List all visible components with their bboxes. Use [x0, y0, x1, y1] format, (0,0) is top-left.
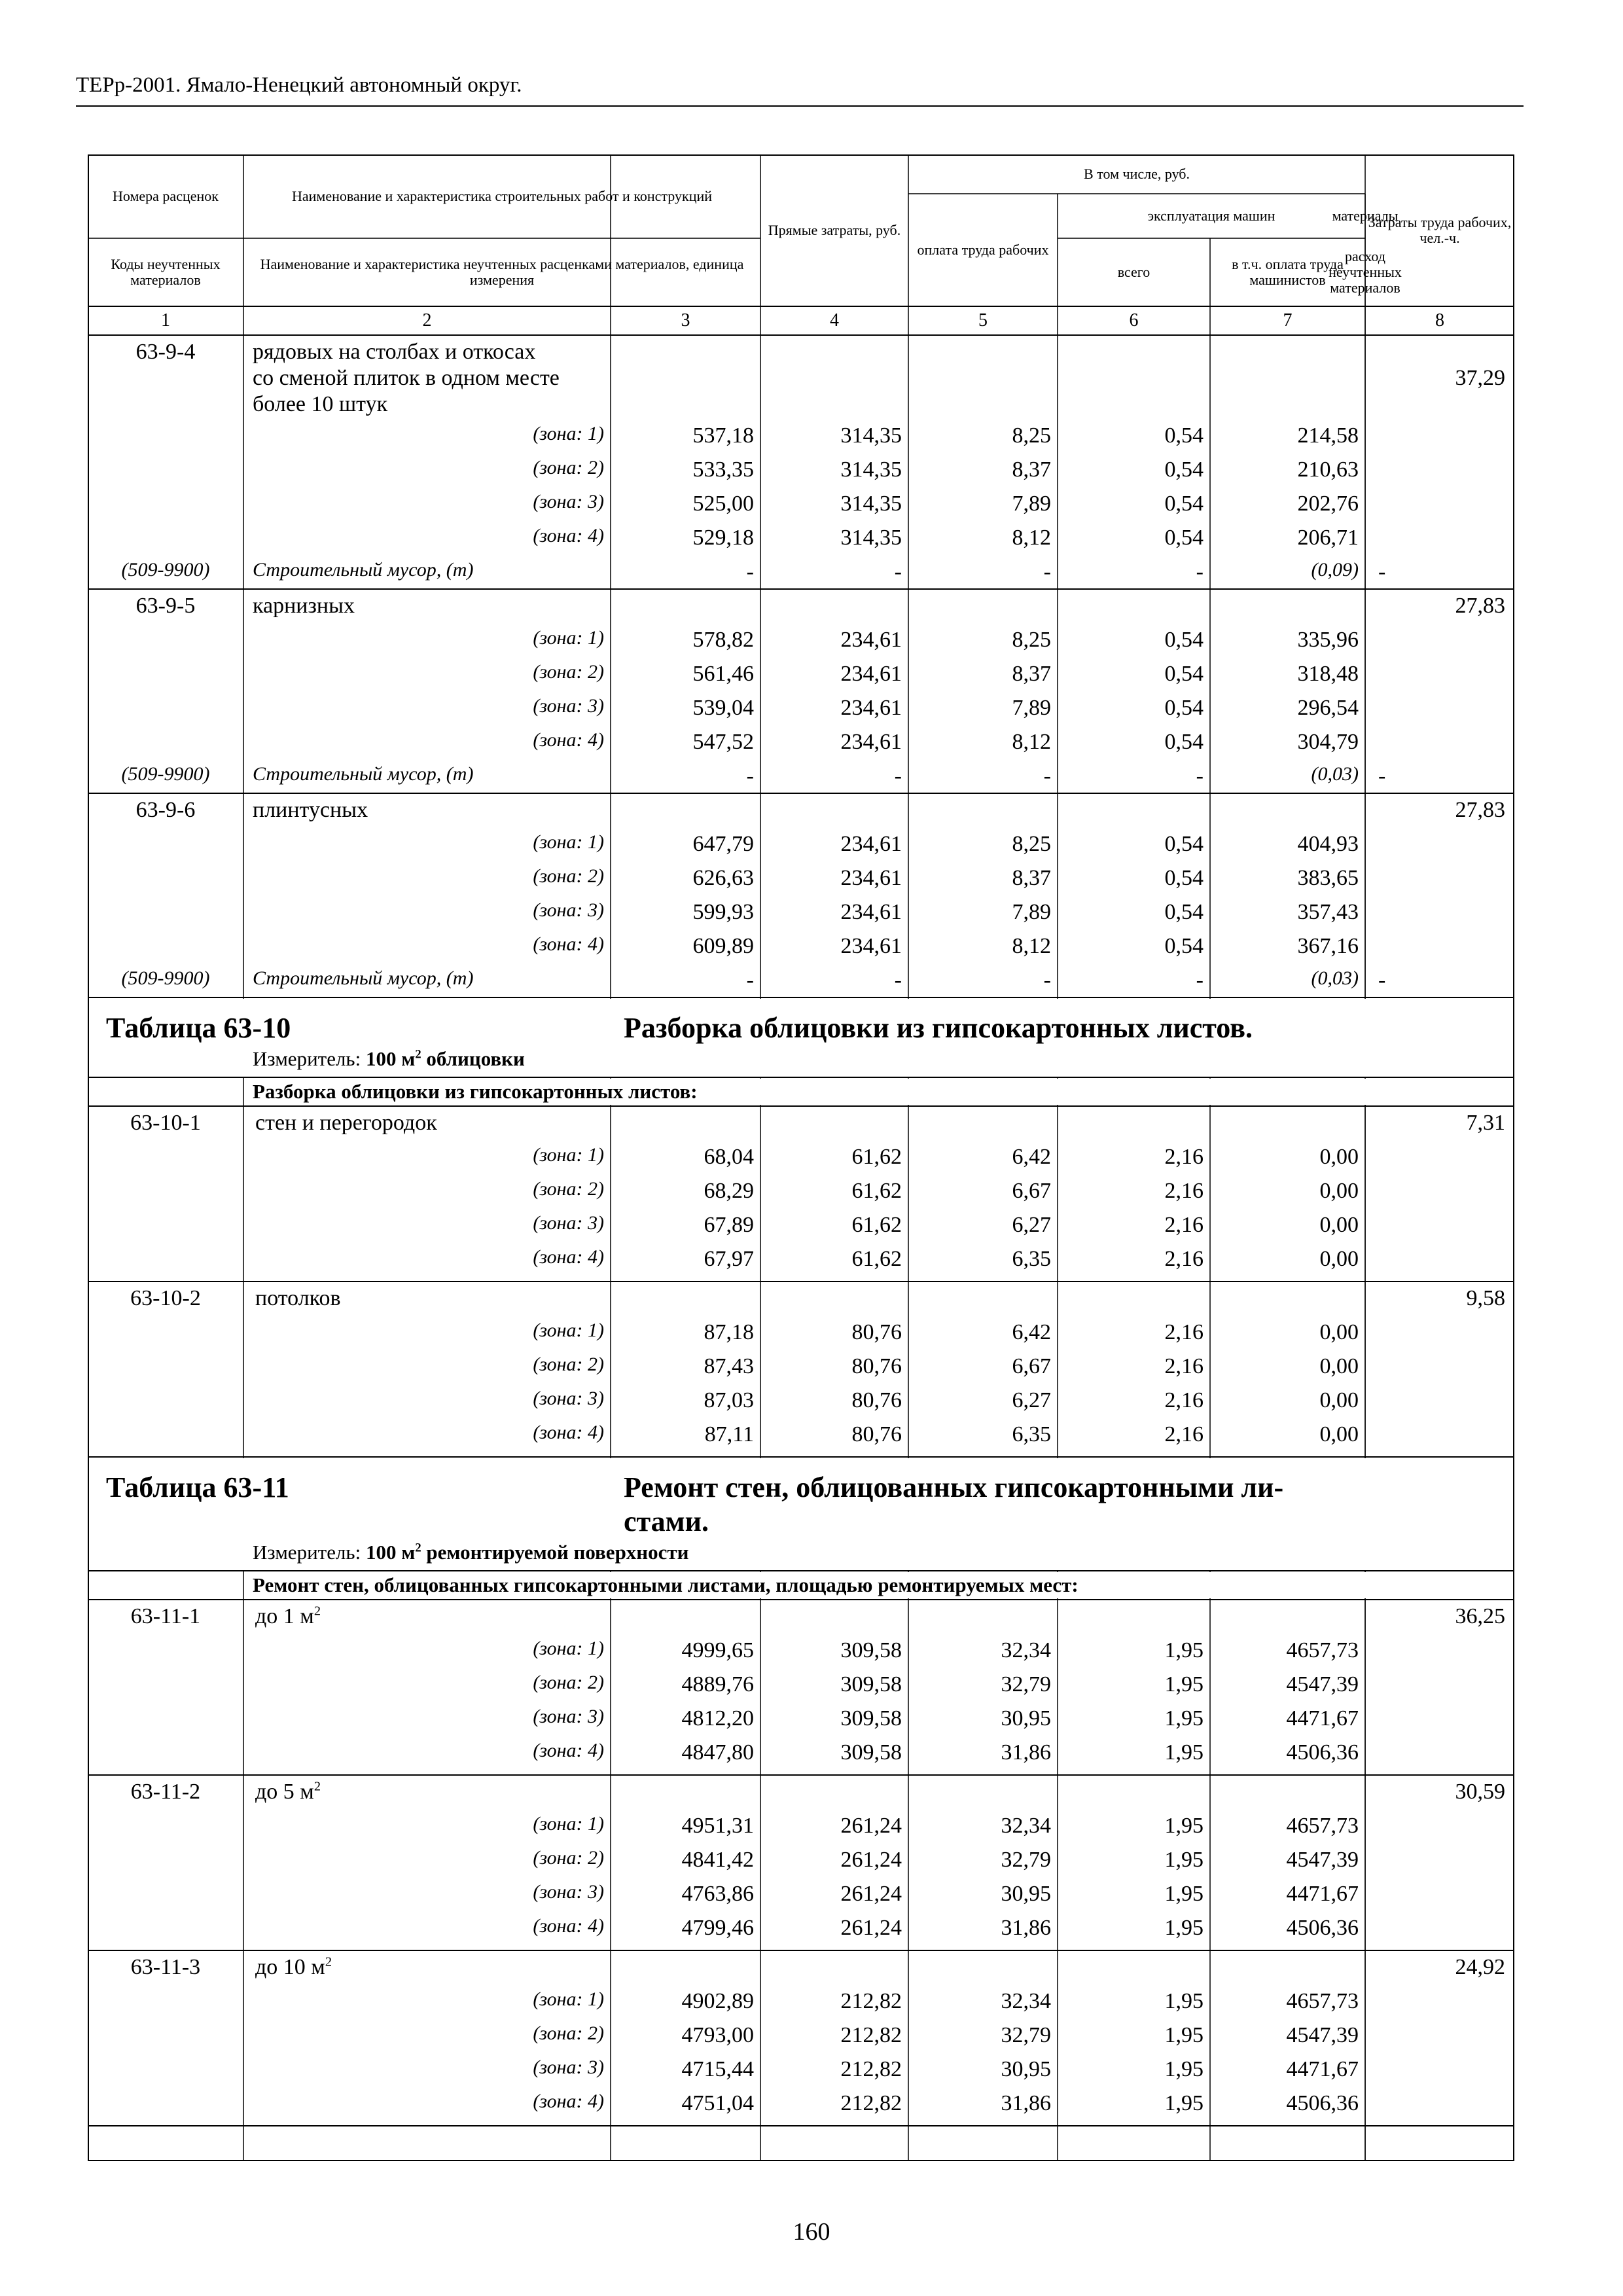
- zone-label: (зона: 4): [533, 1740, 604, 1761]
- measure-sup: 2: [415, 1541, 421, 1555]
- zone-value: 525,00: [692, 492, 754, 516]
- work-name-sup: 2: [313, 1604, 321, 1619]
- zone-value: 61,62: [851, 1213, 902, 1237]
- work-name-text: до 1 м: [255, 1604, 314, 1628]
- zone-value: 383,65: [1297, 866, 1359, 890]
- material-name: Строительный мусор, (т): [253, 763, 474, 785]
- header-direct-costs: Прямые затраты, руб.: [768, 221, 901, 238]
- zone-value: 4889,76: [681, 1672, 754, 1696]
- zone-value: 309,58: [840, 1672, 902, 1696]
- zone-label: (зона: 1): [533, 423, 604, 444]
- zone-value: 404,93: [1297, 832, 1359, 856]
- column-number: 1: [161, 310, 170, 331]
- zone-label: (зона: 4): [533, 525, 604, 547]
- material-name: Строительный мусор, (т): [253, 559, 474, 581]
- zone-value: 32,34: [1001, 1814, 1051, 1838]
- zone-label: (зона: 3): [533, 491, 604, 512]
- zone-value: 8,12: [1012, 730, 1051, 754]
- zone-label: (зона: 4): [533, 933, 604, 955]
- zone-label: (зона: 3): [533, 899, 604, 921]
- zone-value: 335,96: [1297, 628, 1359, 652]
- zone-label: (зона: 1): [533, 1988, 604, 2010]
- zone-value: 261,24: [840, 1848, 902, 1872]
- zone-value: 4799,46: [681, 1916, 754, 1940]
- table-title: Ремонт стен, облицованных гипсокартонными ли-: [624, 1471, 1284, 1503]
- measure-value: [366, 1541, 689, 1564]
- material-dash: -: [894, 968, 902, 992]
- zone-label: (зона: 1): [533, 627, 604, 649]
- zone-value: 4657,73: [1286, 1989, 1359, 2013]
- zone-value: 1,95: [1164, 1848, 1204, 1872]
- zone-value: 32,34: [1001, 1989, 1051, 2013]
- zone-value: 4847,80: [681, 1740, 754, 1765]
- labor-value: 24,92: [1455, 1955, 1505, 1979]
- zone-value: 599,93: [692, 900, 754, 924]
- zone-value: 7,89: [1012, 900, 1051, 924]
- zone-value: 68,04: [704, 1145, 754, 1169]
- measure-prefix: Измеритель:: [253, 1541, 361, 1564]
- zone-value: 0,54: [1164, 457, 1204, 482]
- material-dash: -: [1043, 560, 1051, 584]
- zone-value: 80,76: [851, 1422, 902, 1446]
- zone-value: 357,43: [1297, 900, 1359, 924]
- zone-value: 87,43: [704, 1354, 754, 1378]
- zone-value: 234,61: [840, 866, 902, 890]
- zone-value: 4812,20: [681, 1706, 754, 1731]
- zone-label: (зона: 1): [533, 1638, 604, 1659]
- zone-value: 1,95: [1164, 2091, 1204, 2115]
- zone-value: 80,76: [851, 1388, 902, 1412]
- column-number: 6: [1129, 310, 1139, 331]
- zone-value: 8,25: [1012, 423, 1051, 448]
- zone-value: 32,34: [1001, 1638, 1051, 1662]
- zone-value: 1,95: [1164, 1672, 1204, 1696]
- zone-value: 234,61: [840, 696, 902, 720]
- zone-value: 6,67: [1012, 1354, 1051, 1378]
- zone-value: 212,82: [840, 2023, 902, 2047]
- measure-suffix: облицовки: [426, 1047, 525, 1070]
- rates-table: В том числе, руб. Номера расценок Наименование и характеристика строительных работ и конструкций Коды неучтенных материалов Наименование и характеристика неучтенных расценками материалов, единица измерения Прямые затраты, руб. оплата труда рабочих эксплуатация машин всего в т.ч. оплата труда машинистов материалы расход неучтенных материалов Затраты труда рабочих, чел.-ч. 1 2 3 4 5 6 7 8 63-9-4 рядовых на столбах и откосах со сменой плиток в одном месте более 10 штук 37,29 (зона: 1) 537,18 314,35 8,25 0,54 214,58 (зона: 2) 533,35 314,35 8,37 0,54 210,63 (зона: 3) 525,00 314,35 7,89 0,54 202,76 (зона: 4) 529,18 314,35 8,12 0,54 206,71 (509-9900) Строительный мусор, (т) - - - - (0,09) - 63-9-5 карнизных 27,83 (зона: 1) 578,82 234,61 8,25 0,54 335,96 (зона: 2) 561,46 234,61 8,37 0,54 318,48 (зона: 3) 539,04 234,61 7,89 0,54 296,54 (зона: 4) 547,52 234,61 8,12 0,54 304,79 (509-9900) Строительный мусор, (т) - - - - (0,03) - 63-9-6 плинтусных 27,83 (зона: 1) 647,79 234,61 8,25 0,54 404,93 (зона: 2) 626,63 234,61 8,37 0,54 383,65 (зона: 3) 599,93 234,61 7,89 0,54 357,43 (зона: 4) 609,89 234,61 8,12 0,54 367,16 (509-9900) Строительный мусор, (т) - - - - (0,03) - Таблица 63-10 Разборка облицовки из гипсокартонных листов. Измеритель: 100 $м^2$ облицовки Разборка облицовки из гипсокартонных листов: 63-10-1 стен и перегородок 7,31 (зона: 1) 68,04 61,62 6,42 2,16 0,00 (зона: 2) 68,29 61,62 6,67 2,16 0,00 (зона: 3) 67,89 61,62 6,27 2,16 0,00 (зона: 4) 67,97 61,62 6,35 2,16 0,00 63-10-2 потолков 9,58 (зона: 1) 87,18 80,76 6,42 2,16 0,00 (зона: 2) 87,43 80,76 6,67 2,16 0,00 (зона: 3) 87,03 80,76 6,27 2,16 0,00 (зона: 4) 87,11 80,76 6,35 2,16 0,00 Таблица 63-11 Ремонт стен, облицованных гипсокартонными ли- стами. Измеритель: 100 $м^2$ ремонтируемой поверхности Ремонт стен, облицованных гипсокартонными листами, площадью ремонтируемых мест: 63-11-1 до 1 $м^2$ 36,25 (зона: 1) 4999,65 309,58 32,34 1,95 4657,73 (зона: 2) 4889,76 309,58 32,79 1,95 4547,39 (зона: 3) 4812,20 309,58 30,95 1,95 4471,67 (зона: 4) 4847,80 309,58 31,86 1,95 4506,36 63-11-2 до 5 $м^2$ 30,59 (зона: 1) 4951,31 261,24 32,34 1,95 4657,73 (зона: 2) 4841,42 261,24 32,79 1,95 4547,39 (зона: 3) 4763,86 261,24 30,95 1,95 4471,67 (зона: 4) 4799,46 261,24 31,86 1,95 4506,36 63-11-3 до 10 $м^2$ 24,92 (зона: 1) 4902,89 212,82 32,34 1,95 4657,73 (зона: 2) 4793,00 212,82 32,79 1,95 4547,39 (зона: 3) 4715,44 212,82 30,95 1,95 4471,67 (зона: 4) 4751,04 212,82 31,86 1,95 4506,36: [88, 154, 1514, 2161]
- zone-label: (зона: 2): [533, 457, 604, 478]
- zone-value: 0,54: [1164, 492, 1204, 516]
- zone-value: 0,00: [1319, 1213, 1359, 1237]
- zone-label: (зона: 3): [533, 1212, 604, 1234]
- zone-value: 6,42: [1012, 1145, 1051, 1169]
- zone-value: 67,89: [704, 1213, 754, 1237]
- zone-value: 367,16: [1297, 934, 1359, 958]
- zone-label: (зона: 4): [533, 1915, 604, 1937]
- zone-value: 2,16: [1164, 1320, 1204, 1344]
- material-dash: -: [1043, 968, 1051, 992]
- zone-value: 0,54: [1164, 900, 1204, 924]
- section-heading: Ремонт стен, облицованных гипсокартонными листами, площадью ремонтируемых мест:: [253, 1573, 1079, 1596]
- rate-code: 63-11-1: [130, 1604, 201, 1628]
- zone-value: 314,35: [840, 457, 902, 482]
- header-machines-total: всего: [1117, 263, 1150, 280]
- zone-value: 68,29: [704, 1179, 754, 1203]
- column-number: 4: [830, 310, 839, 331]
- zone-value: 234,61: [840, 628, 902, 652]
- zone-value: 234,61: [840, 832, 902, 856]
- zone-value: 2,16: [1164, 1213, 1204, 1237]
- zone-value: 0,54: [1164, 662, 1204, 686]
- column-number: 5: [978, 310, 988, 331]
- zone-value: 210,63: [1297, 457, 1359, 482]
- zone-value: 4471,67: [1286, 2057, 1359, 2081]
- zone-value: 7,89: [1012, 696, 1051, 720]
- material-code: (509-9900): [121, 559, 210, 581]
- zone-value: 0,54: [1164, 526, 1204, 550]
- header-material-codes: Коды неучтенных материалов: [111, 255, 221, 288]
- work-name-sup: 2: [325, 1954, 332, 1969]
- zone-value: 8,37: [1012, 866, 1051, 890]
- zone-value: 4793,00: [681, 2023, 754, 2047]
- zone-value: 4657,73: [1286, 1638, 1359, 1662]
- zone-value: 61,62: [851, 1247, 902, 1271]
- zone-label: (зона: 2): [533, 1354, 604, 1375]
- zone-value: 6,67: [1012, 1179, 1051, 1203]
- zone-value: 1,95: [1164, 1638, 1204, 1662]
- measure-sup: 2: [415, 1047, 421, 1062]
- zone-value: 647,79: [692, 832, 754, 856]
- zone-value: 261,24: [840, 1882, 902, 1906]
- zone-value: 537,18: [692, 423, 754, 448]
- zone-value: 0,00: [1319, 1145, 1359, 1169]
- labor-value: 9,58: [1466, 1286, 1505, 1310]
- zone-value: 6,42: [1012, 1320, 1051, 1344]
- zone-value: 0,54: [1164, 866, 1204, 890]
- work-name-text: до 10 м: [255, 1955, 325, 1979]
- zone-value: 4715,44: [681, 2057, 754, 2081]
- header-machines: эксплуатация машин: [1147, 207, 1275, 224]
- zone-label: (зона: 3): [533, 1706, 604, 1727]
- header-labor: Затраты труда рабочих, чел.-ч.: [1368, 213, 1512, 246]
- zone-value: 1,95: [1164, 1814, 1204, 1838]
- zone-label: (зона: 4): [533, 2090, 604, 2112]
- rate-code: 63-11-2: [130, 1780, 201, 1804]
- zone-value: 4902,89: [681, 1989, 754, 2013]
- labor-value: 36,25: [1455, 1604, 1505, 1628]
- zone-value: 0,54: [1164, 730, 1204, 754]
- zone-value: 1,95: [1164, 1989, 1204, 2013]
- zone-label: (зона: 2): [533, 1847, 604, 1869]
- table-label: Таблица 63-10: [106, 1012, 291, 1044]
- work-name: карнизных: [253, 594, 355, 618]
- page-number: 160: [793, 2218, 830, 2246]
- zone-value: 8,37: [1012, 662, 1051, 686]
- zone-value: 4506,36: [1286, 1740, 1359, 1765]
- zone-label: (зона: 1): [533, 831, 604, 853]
- work-name: [255, 1954, 332, 1980]
- zone-value: 214,58: [1297, 423, 1359, 448]
- labor-value: 27,83: [1455, 798, 1505, 822]
- zone-value: 1,95: [1164, 2057, 1204, 2081]
- material-qty: (0,03): [1311, 967, 1359, 989]
- zone-value: 4506,36: [1286, 2091, 1359, 2115]
- work-name: [255, 1604, 321, 1629]
- zone-value: 539,04: [692, 696, 754, 720]
- header-in-total: В том числе, руб.: [1084, 165, 1190, 182]
- zone-label: (зона: 4): [533, 1422, 604, 1443]
- zone-value: 206,71: [1297, 526, 1359, 550]
- zone-value: 0,00: [1319, 1179, 1359, 1203]
- header-machinist-wage: в т.ч. оплата труда машинистов: [1232, 255, 1344, 288]
- work-name: [255, 1285, 341, 1311]
- zone-value: 2,16: [1164, 1388, 1204, 1412]
- column-number: 2: [422, 310, 432, 331]
- table-label: Таблица 63-11: [106, 1471, 289, 1503]
- measure-unit: [253, 1541, 689, 1564]
- zone-value: 578,82: [692, 628, 754, 652]
- rate-code: 63-10-2: [130, 1286, 201, 1310]
- table-title: Разборка облицовки из гипсокартонных листов.: [624, 1012, 1253, 1044]
- zone-value: 32,79: [1001, 2023, 1051, 2047]
- zone-label: (зона: 3): [533, 1881, 604, 1903]
- zone-value: 234,61: [840, 934, 902, 958]
- zone-value: 30,95: [1001, 2057, 1051, 2081]
- labor-value: 30,59: [1455, 1780, 1505, 1804]
- material-name: Строительный мусор, (т): [253, 967, 474, 989]
- rate-code: 63-11-3: [130, 1955, 201, 1979]
- zone-value: 0,00: [1319, 1247, 1359, 1271]
- measure-number: 100 м: [365, 1047, 416, 1070]
- work-name: [255, 1779, 321, 1804]
- work-name-text: стен и перегородок: [255, 1111, 437, 1135]
- zone-value: 309,58: [840, 1706, 902, 1731]
- labor-value: 7,31: [1466, 1111, 1505, 1135]
- material-dash: -: [1378, 764, 1386, 788]
- zone-value: 314,35: [840, 526, 902, 550]
- zone-value: 8,37: [1012, 457, 1051, 482]
- zone-value: 6,35: [1012, 1422, 1051, 1446]
- zone-value: 0,54: [1164, 934, 1204, 958]
- rate-code: 63-9-5: [135, 594, 196, 618]
- zone-value: 314,35: [840, 423, 902, 448]
- zone-value: 87,11: [704, 1422, 754, 1446]
- zone-value: 8,12: [1012, 934, 1051, 958]
- zone-value: 0,54: [1164, 832, 1204, 856]
- material-dash: -: [1378, 560, 1386, 584]
- zone-value: 2,16: [1164, 1247, 1204, 1271]
- work-name: со сменой плиток в одном месте: [253, 366, 560, 390]
- zone-label: (зона: 1): [533, 1144, 604, 1166]
- zone-value: 1,95: [1164, 1882, 1204, 1906]
- zone-label: (зона: 4): [533, 1246, 604, 1268]
- zone-value: 561,46: [692, 662, 754, 686]
- work-name: [255, 1110, 437, 1136]
- zone-value: 4547,39: [1286, 2023, 1359, 2047]
- zone-value: 4506,36: [1286, 1916, 1359, 1940]
- work-name: плинтусных: [253, 798, 368, 822]
- zone-value: 6,35: [1012, 1247, 1051, 1271]
- work-name-text: до 5 м: [255, 1780, 314, 1804]
- zone-label: (зона: 2): [533, 865, 604, 887]
- measure-suffix: ремонтируемой поверхности: [426, 1541, 689, 1564]
- zone-value: 304,79: [1297, 730, 1359, 754]
- work-name: рядовых на столбах и откосах: [253, 340, 536, 364]
- zone-value: 212,82: [840, 1989, 902, 2013]
- zone-label: (зона: 3): [533, 695, 604, 717]
- zone-value: 2,16: [1164, 1145, 1204, 1169]
- zone-value: 234,61: [840, 730, 902, 754]
- zone-value: 1,95: [1164, 1706, 1204, 1731]
- zone-value: 261,24: [840, 1916, 902, 1940]
- material-dash: -: [1043, 764, 1051, 788]
- zone-value: 31,86: [1001, 2091, 1051, 2115]
- zone-label: (зона: 2): [533, 1178, 604, 1200]
- column-number: 8: [1435, 310, 1444, 331]
- zone-value: 547,52: [692, 730, 754, 754]
- zone-value: 80,76: [851, 1354, 902, 1378]
- material-code: (509-9900): [121, 967, 210, 989]
- column-number: 7: [1283, 310, 1293, 331]
- material-dash: -: [746, 968, 754, 992]
- labor-value: 27,83: [1455, 594, 1505, 618]
- zone-value: 234,61: [840, 900, 902, 924]
- zone-label: (зона: 1): [533, 1813, 604, 1835]
- zone-label: (зона: 3): [533, 1388, 604, 1409]
- work-name-text: потолков: [255, 1286, 341, 1310]
- material-dash: -: [1378, 968, 1386, 992]
- zone-value: 202,76: [1297, 492, 1359, 516]
- zone-value: 32,79: [1001, 1672, 1051, 1696]
- zone-label: (зона: 3): [533, 2056, 604, 2078]
- zone-value: 0,00: [1319, 1354, 1359, 1378]
- zone-value: 6,27: [1012, 1388, 1051, 1412]
- measure-unit: [253, 1047, 525, 1071]
- material-dash: -: [1196, 968, 1204, 992]
- zone-value: 4951,31: [681, 1814, 754, 1838]
- material-dash: -: [1196, 560, 1204, 584]
- zone-value: 4471,67: [1286, 1882, 1359, 1906]
- zone-value: 533,35: [692, 457, 754, 482]
- rate-code: 63-10-1: [130, 1111, 201, 1135]
- zone-value: 2,16: [1164, 1422, 1204, 1446]
- zone-value: 32,79: [1001, 1848, 1051, 1872]
- zone-value: 309,58: [840, 1740, 902, 1765]
- section-heading: Разборка облицовки из гипсокартонных листов:: [253, 1080, 698, 1103]
- material-dash: -: [894, 560, 902, 584]
- running-header: ТЕРр-2001. Ямало-Ненецкий автономный округ.: [76, 73, 522, 97]
- zone-value: 61,62: [851, 1179, 902, 1203]
- work-name: более 10 штук: [253, 392, 388, 416]
- zone-value: 8,12: [1012, 526, 1051, 550]
- material-qty: (0,03): [1311, 763, 1359, 785]
- zone-value: 31,86: [1001, 1740, 1051, 1765]
- zone-label: (зона: 2): [533, 2022, 604, 2044]
- zone-value: 0,00: [1319, 1388, 1359, 1412]
- material-dash: -: [1196, 764, 1204, 788]
- zone-value: 4751,04: [681, 2091, 754, 2115]
- zone-value: 626,63: [692, 866, 754, 890]
- zone-label: (зона: 2): [533, 1672, 604, 1693]
- zone-value: 1,95: [1164, 1916, 1204, 1940]
- measure-number: 100 м: [365, 1541, 416, 1564]
- zone-value: 234,61: [840, 662, 902, 686]
- zone-value: 212,82: [840, 2091, 902, 2115]
- zone-label: (зона: 4): [533, 729, 604, 751]
- zone-value: 296,54: [1297, 696, 1359, 720]
- rate-code: 63-9-4: [135, 340, 196, 364]
- column-number: 3: [681, 310, 690, 331]
- zone-value: 2,16: [1164, 1354, 1204, 1378]
- zone-value: 1,95: [1164, 1740, 1204, 1765]
- measure-prefix: Измеритель:: [253, 1047, 361, 1070]
- zone-value: 6,27: [1012, 1213, 1051, 1237]
- header-material-names: Наименование и характеристика неучтенных расценками материалов, единица измерения: [260, 255, 744, 288]
- material-dash: -: [894, 764, 902, 788]
- zone-value: 0,00: [1319, 1422, 1359, 1446]
- zone-value: 87,18: [704, 1320, 754, 1344]
- header-rate-number: Номера расценок: [113, 187, 219, 204]
- zone-value: 4999,65: [681, 1638, 754, 1662]
- material-code: (509-9900): [121, 763, 210, 785]
- header-work-name: Наименование и характеристика строительных работ и конструкций: [291, 187, 713, 204]
- labor-value: 37,29: [1455, 366, 1505, 390]
- material-qty: (0,09): [1311, 559, 1359, 581]
- header-worker-wage: оплата труда рабочих: [917, 241, 1049, 258]
- zone-value: 31,86: [1001, 1916, 1051, 1940]
- zone-value: 8,25: [1012, 832, 1051, 856]
- zone-value: 30,95: [1001, 1882, 1051, 1906]
- zone-value: 87,03: [704, 1388, 754, 1412]
- zone-label: (зона: 1): [533, 1319, 604, 1341]
- zone-value: 314,35: [840, 492, 902, 516]
- zone-value: 318,48: [1297, 662, 1359, 686]
- zone-value: 4657,73: [1286, 1814, 1359, 1838]
- material-dash: -: [746, 764, 754, 788]
- zone-value: 0,00: [1319, 1320, 1359, 1344]
- zone-value: 4547,39: [1286, 1672, 1359, 1696]
- zone-value: 1,95: [1164, 2023, 1204, 2047]
- zone-label: (зона: 2): [533, 661, 604, 683]
- rate-code: 63-9-6: [135, 798, 196, 822]
- zone-value: 2,16: [1164, 1179, 1204, 1203]
- zone-value: 67,97: [704, 1247, 754, 1271]
- zone-value: 4841,42: [681, 1848, 754, 1872]
- zone-value: 61,62: [851, 1145, 902, 1169]
- zone-value: 309,58: [840, 1638, 902, 1662]
- zone-value: 0,54: [1164, 696, 1204, 720]
- zone-value: 529,18: [692, 526, 754, 550]
- header-rule: [76, 105, 1524, 107]
- zone-value: 261,24: [840, 1814, 902, 1838]
- zone-value: 80,76: [851, 1320, 902, 1344]
- table-title: стами.: [624, 1505, 709, 1537]
- zone-value: 30,95: [1001, 1706, 1051, 1731]
- zone-value: 4547,39: [1286, 1848, 1359, 1872]
- work-name-sup: 2: [313, 1779, 321, 1794]
- zone-value: 0,54: [1164, 628, 1204, 652]
- measure-value: [366, 1047, 525, 1070]
- zone-value: 0,54: [1164, 423, 1204, 448]
- zone-value: 609,89: [692, 934, 754, 958]
- material-dash: -: [746, 560, 754, 584]
- zone-value: 4763,86: [681, 1882, 754, 1906]
- zone-value: 7,89: [1012, 492, 1051, 516]
- zone-value: 8,25: [1012, 628, 1051, 652]
- zone-value: 212,82: [840, 2057, 902, 2081]
- zone-value: 4471,67: [1286, 1706, 1359, 1731]
